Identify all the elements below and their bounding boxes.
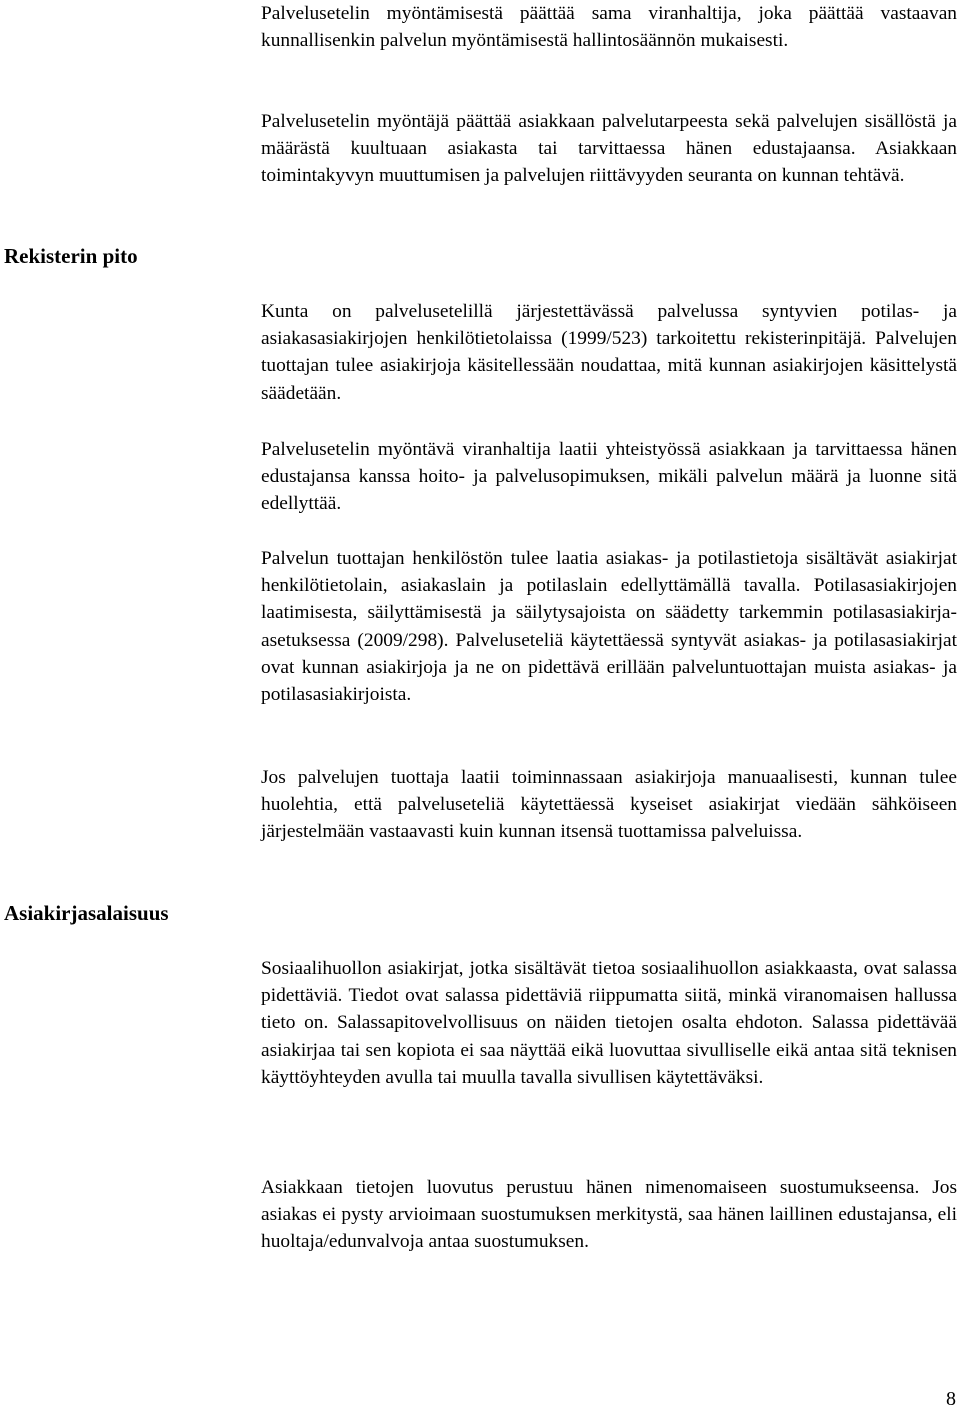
paragraph-confidential-documents: Sosiaalihuollon asiakirjat, jotka sisältävät tietoa sosiaalihuollon asiakkaasta, ovat salassa pidettäviä. Tiedot ovat salassa pidettäviä riippumatta siitä, minkä viranomaisen hallussa tieto on. Salassapitovelvollisuus on näiden tietojen osalta ehdoton. Salassa pidettävää asiakirjaa tai sen kopiota ei saa näyttää eikä luovuttaa sivulliselle eikä antaa sitä teknisen käyttöyhteyden avulla tai muulla tavalla sivullisen käytettäväksi. [261,958,957,1088]
paragraph-manual-records: Jos palvelujen tuottaja laatii toiminnassaan asiakirjoja manuaalisesti, kunnan tulee huolehtia, että palveluseteliä käytettäessä kyseiset asiakirjat viedään sähköiseen järjestelmään vastaavasti kuin kunnan itsensä tuottamissa palveluissa. [261,767,957,843]
paragraph-care-agreement: Palvelusetelin myöntävä viranhaltija laatii yhteistyössä asiakkaan ja tarvittaessa hänen edustajansa kanssa hoito- ja palvelusopimuksen, mikäli palvelun määrä ja luonne sitä edellyttää. [261,439,957,515]
paragraph-registry-controller: Kunta on palvelusetelillä järjestettävässä palvelussa syntyvien potilas- ja asiakasasiakirjojen henkilötietolaissa (1999/523) tarkoitettu rekisterinpitäjä. Palvelujen tuottajan tulee asiakirjoja käsitellessään noudattaa, mitä kunnan asiakirjojen käsittelystä säädetään. [261,301,957,404]
paragraph-voucher-decision: Palvelusetelin myöntämisestä päättää sama viranhaltija, joka päättää vastaavan kunnallisenkin palvelun myöntämisestä hallintosäännön mukaisesti. [261,3,957,52]
page-number: 8 [946,1388,956,1410]
paragraph-service-needs: Palvelusetelin myöntäjä päättää asiakkaan palvelutarpeesta sekä palvelujen sisällöstä ja määrästä kuultuaan asiakasta tai tarvittaessa hänen edustajaansa. Asiakkaan toimintakyvyn muuttumisen ja palvelujen riittävyyden seuranta on kunnan tehtävä. [261,111,957,187]
heading-confidentiality: Asiakirjasalaisuus [4,901,169,925]
paragraph-staff-records: Palvelun tuottajan henkilöstön tulee laatia asiakas- ja potilastietoja sisältävät asiakirjat henkilötietolain, asiakaslain ja potilaslain edellyttämällä tavalla. Potilasasiakirjojen laatimisesta, säilyttämisestä ja säilytysajoista on säädetty tarkemmin potilasasiakirja-asetuksessa (2009/298). Palveluseteliä käytettäessä syntyvät asiakas- ja potilasasiakirjat ovat kunnan asiakirjoja ja ne on pidettävä erillään palveluntuottajan muista asiakas- ja potilasasiakirjoista. [261,548,957,706]
heading-registry: Rekisterin pito [4,244,138,268]
paragraph-consent: Asiakkaan tietojen luovutus perustuu hänen nimenomaiseen suostumukseensa. Jos asiakas ei pysty arvioimaan suostumuksen merkitystä, saa hänen laillinen edustajansa, eli huoltaja/edunvalvoja antaa suostumuksen. [261,1177,957,1253]
